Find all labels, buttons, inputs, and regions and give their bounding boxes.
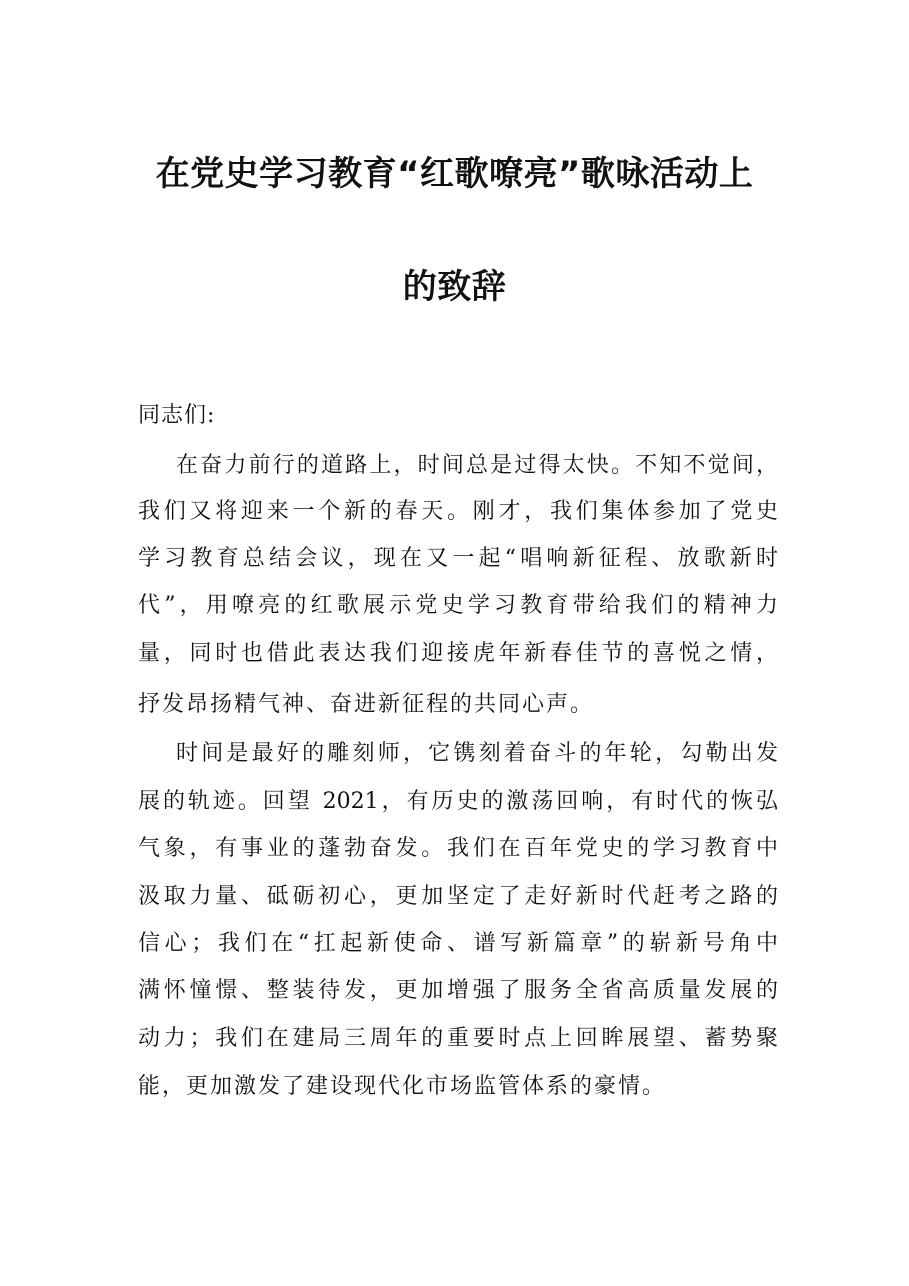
paragraph-line: 展的轨迹。回望 2021，有历史的激荡回响，有时代的恢弘 xyxy=(138,789,778,814)
paragraph-line: 能，更加激发了建设现代化市场监管体系的豪情。 xyxy=(138,1074,667,1099)
paragraph-line: 时间是最好的雕刻师，它镌刻着奋斗的年轮，勾勒出发 xyxy=(176,741,778,766)
paragraph-line: 动力；我们在建局三周年的重要时点上回眸展望、蓄势聚 xyxy=(138,1026,778,1051)
paragraph-line: 在奋力前行的道路上，时间总是过得太快。不知不觉间， xyxy=(176,453,778,478)
paragraph-line: 学习教育总结会议，现在又一起“唱响新征程、放歌新时 xyxy=(138,546,778,571)
paragraph-line: 代”，用嘹亮的红歌展示党史学习教育带给我们的精神力 xyxy=(138,593,778,618)
salutation: 同志们: xyxy=(138,403,216,428)
paragraph-line: 量，同时也借此表达我们迎接虎年新春佳节的喜悦之情， xyxy=(138,641,778,666)
paragraph-line: 我们又将迎来一个新的春天。刚才，我们集体参加了党史 xyxy=(138,499,778,524)
paragraph-line: 信心；我们在“扛起新使命、谱写新篇章”的崭新号角中 xyxy=(138,931,778,956)
document-title-line-2: 的致辞 xyxy=(402,267,507,307)
paragraph-line: 满怀憧憬、整装待发，更加增强了服务全省高质量发展的 xyxy=(138,978,778,1003)
paragraph-line: 气象，有事业的蓬勃奋发。我们在百年党史的学习教育中 xyxy=(138,836,778,861)
paragraph-line: 汲取力量、砥砺初心，更加坚定了走好新时代赶考之路的 xyxy=(138,884,778,909)
document-title-line-1: 在党史学习教育“红歌嘹亮”歌咏活动上 xyxy=(155,154,754,194)
paragraph-line: 抒发昂扬精气神、奋进新征程的共同心声。 xyxy=(138,692,595,717)
